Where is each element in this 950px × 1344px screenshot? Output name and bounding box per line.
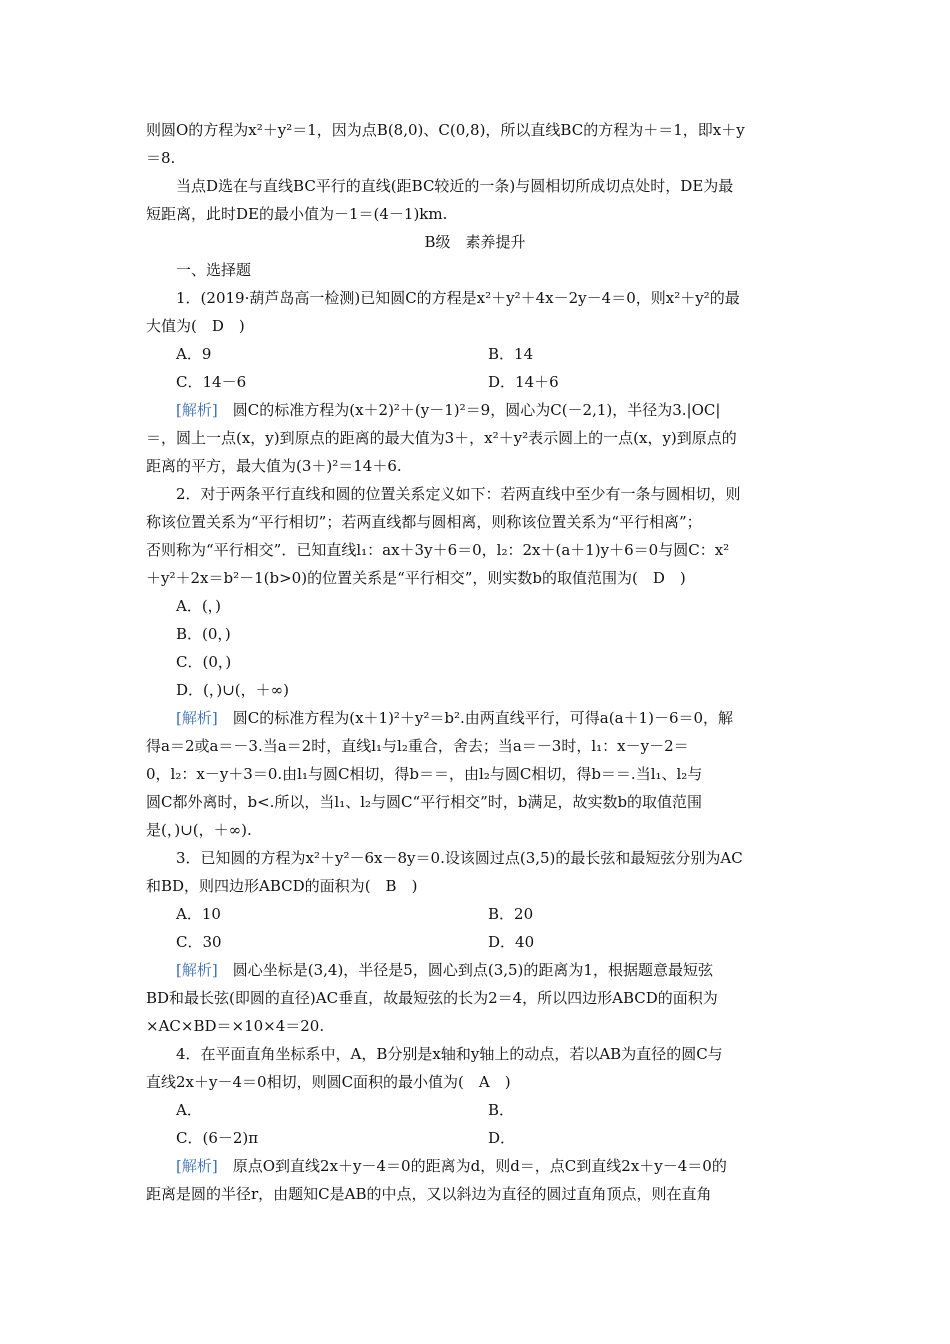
option-d: D．(，)∪(，＋∞) [176,681,289,699]
text-line: ＋y²＋2x＝b²－1(b>0)的位置关系是“平行相交”，则实数b的取值范围为( D ) [146,569,686,587]
text-line: 和BD，则四边形ABCD的面积为( B ) [146,877,418,895]
option-c: C．(6－2)π [176,1129,259,1147]
text-line: 距离是圆的半径r，由题知C是AB的中点，又以斜边为直径的圆过直角顶点，则在直角 [146,1185,712,1203]
text-line: 0，l₂：x－y＋3＝0.由l₁与圆C相切，得b＝＝，由l₂与圆C相切，得b＝＝.当l₁、l₂与 [146,765,703,783]
text-line: 短距离，此时DE的最小值为－1＝(4－1)km. [146,205,448,223]
analysis-line: [解析] 圆C的标准方程为(x＋1)²＋y²＝b².由两直线平行，可得a(a＋1)－6＝0，解 [176,709,734,727]
analysis-tag: [解析] [176,961,218,979]
question-2: 2．对于两条平行直线和圆的位置关系定义如下：若两直线中至少有一条与圆相切，则 [176,485,741,503]
analysis-line: [解析] 原点O到直线2x＋y－4＝0的距离为d，则d＝，点C到直线2x＋y－4＝0的 [176,1157,727,1175]
analysis-tag: [解析] [176,709,218,727]
text-line: 当点D选在与直线BC平行的直线(距BC较近的一条)与圆相切所成切点处时，DE为最 [176,177,734,195]
text-line: 得a＝2或a＝－3.当a＝2时，直线l₁与l₂重合，舍去；当a＝－3时，l₁：x－y－2＝ [146,737,689,755]
text-line: ＝，圆上一点(x，y)到原点的距离的最大值为3＋，x²＋y²表示圆上的一点(x，y)到原点的 [146,429,737,447]
text-line: 直线2x＋y－4＝0相切，则圆C面积的最小值为( A ) [146,1073,511,1091]
analysis-tag: [解析] [176,1157,218,1175]
text-line: 则圆O的方程为x²＋y²＝1，因为点B(8,0)、C(0,8)，所以直线BC的方程为＋＝1，即x＋y [146,121,745,139]
question-1: 1．(2019·葫芦岛高一检测)已知圆C的方程是x²＋y²＋4x－2y－4＝0，则x²＋y²的最 [176,289,740,307]
question-3: 3．已知圆的方程为x²＋y²－6x－8y＝0.设该圆过点(3,5)的最长弦和最短弦分别为AC [176,849,743,867]
option-a: A．10 [176,905,221,923]
option-c: C．30 [176,933,222,951]
option-d: D．40 [488,933,535,951]
option-b: B． [488,1101,515,1119]
section-heading: B级 素养提升 [424,233,526,251]
option-a: A．(，) [176,597,222,615]
text-line: 大值为( D ) [146,317,245,335]
text-line: 距离的平方，最大值为(3＋)²＝14＋6. [146,457,402,475]
text-line: 是(，)∪(，＋∞). [146,821,252,839]
option-b: B．20 [488,905,534,923]
option-b: B．14 [488,345,534,363]
question-4: 4．在平面直角坐标系中，A，B分别是x轴和y轴上的动点，若以AB为直径的圆C与 [176,1045,723,1063]
subsection-heading: 一、选择题 [176,261,252,279]
text-line: ＝8. [146,149,176,167]
analysis-line: [解析] 圆心坐标是(3,4)，半径是5，圆心到点(3,5)的距离为1，根据题意最短弦 [176,961,713,979]
analysis-line: [解析] 圆C的标准方程为(x＋2)²＋(y－1)²＝9，圆心为C(－2,1)，半径为3.|OC| [176,401,721,419]
option-d: D． [488,1129,516,1147]
text-line: 否则称为“平行相交”．已知直线l₁：ax＋3y＋6＝0，l₂：2x＋(a＋1)y＋6＝0与圆C：x² [146,541,730,559]
analysis-tag: [解析] [176,401,218,419]
text-line: 称该位置关系为“平行相切”；若两直线都与圆相离，则称该位置关系为“平行相离”； [146,513,702,531]
text-line: ×AC×BD＝×10×4＝20. [146,1017,325,1035]
option-c: C．(0，) [176,653,232,671]
option-a: A．9 [176,345,212,363]
option-a: A． [176,1101,202,1119]
option-b: B．(0，) [176,625,231,643]
text-line: 圆C都外离时，b<.所以，当l₁、l₂与圆C“平行相交”时，b满足，故实数b的取值范围 [146,793,703,811]
option-c: C．14－6 [176,373,247,391]
text-line: BD和最长弦(即圆的直径)AC垂直，故最短弦的长为2＝4，所以四边形ABCD的面积为 [146,989,718,1007]
option-d: D．14＋6 [488,373,559,391]
